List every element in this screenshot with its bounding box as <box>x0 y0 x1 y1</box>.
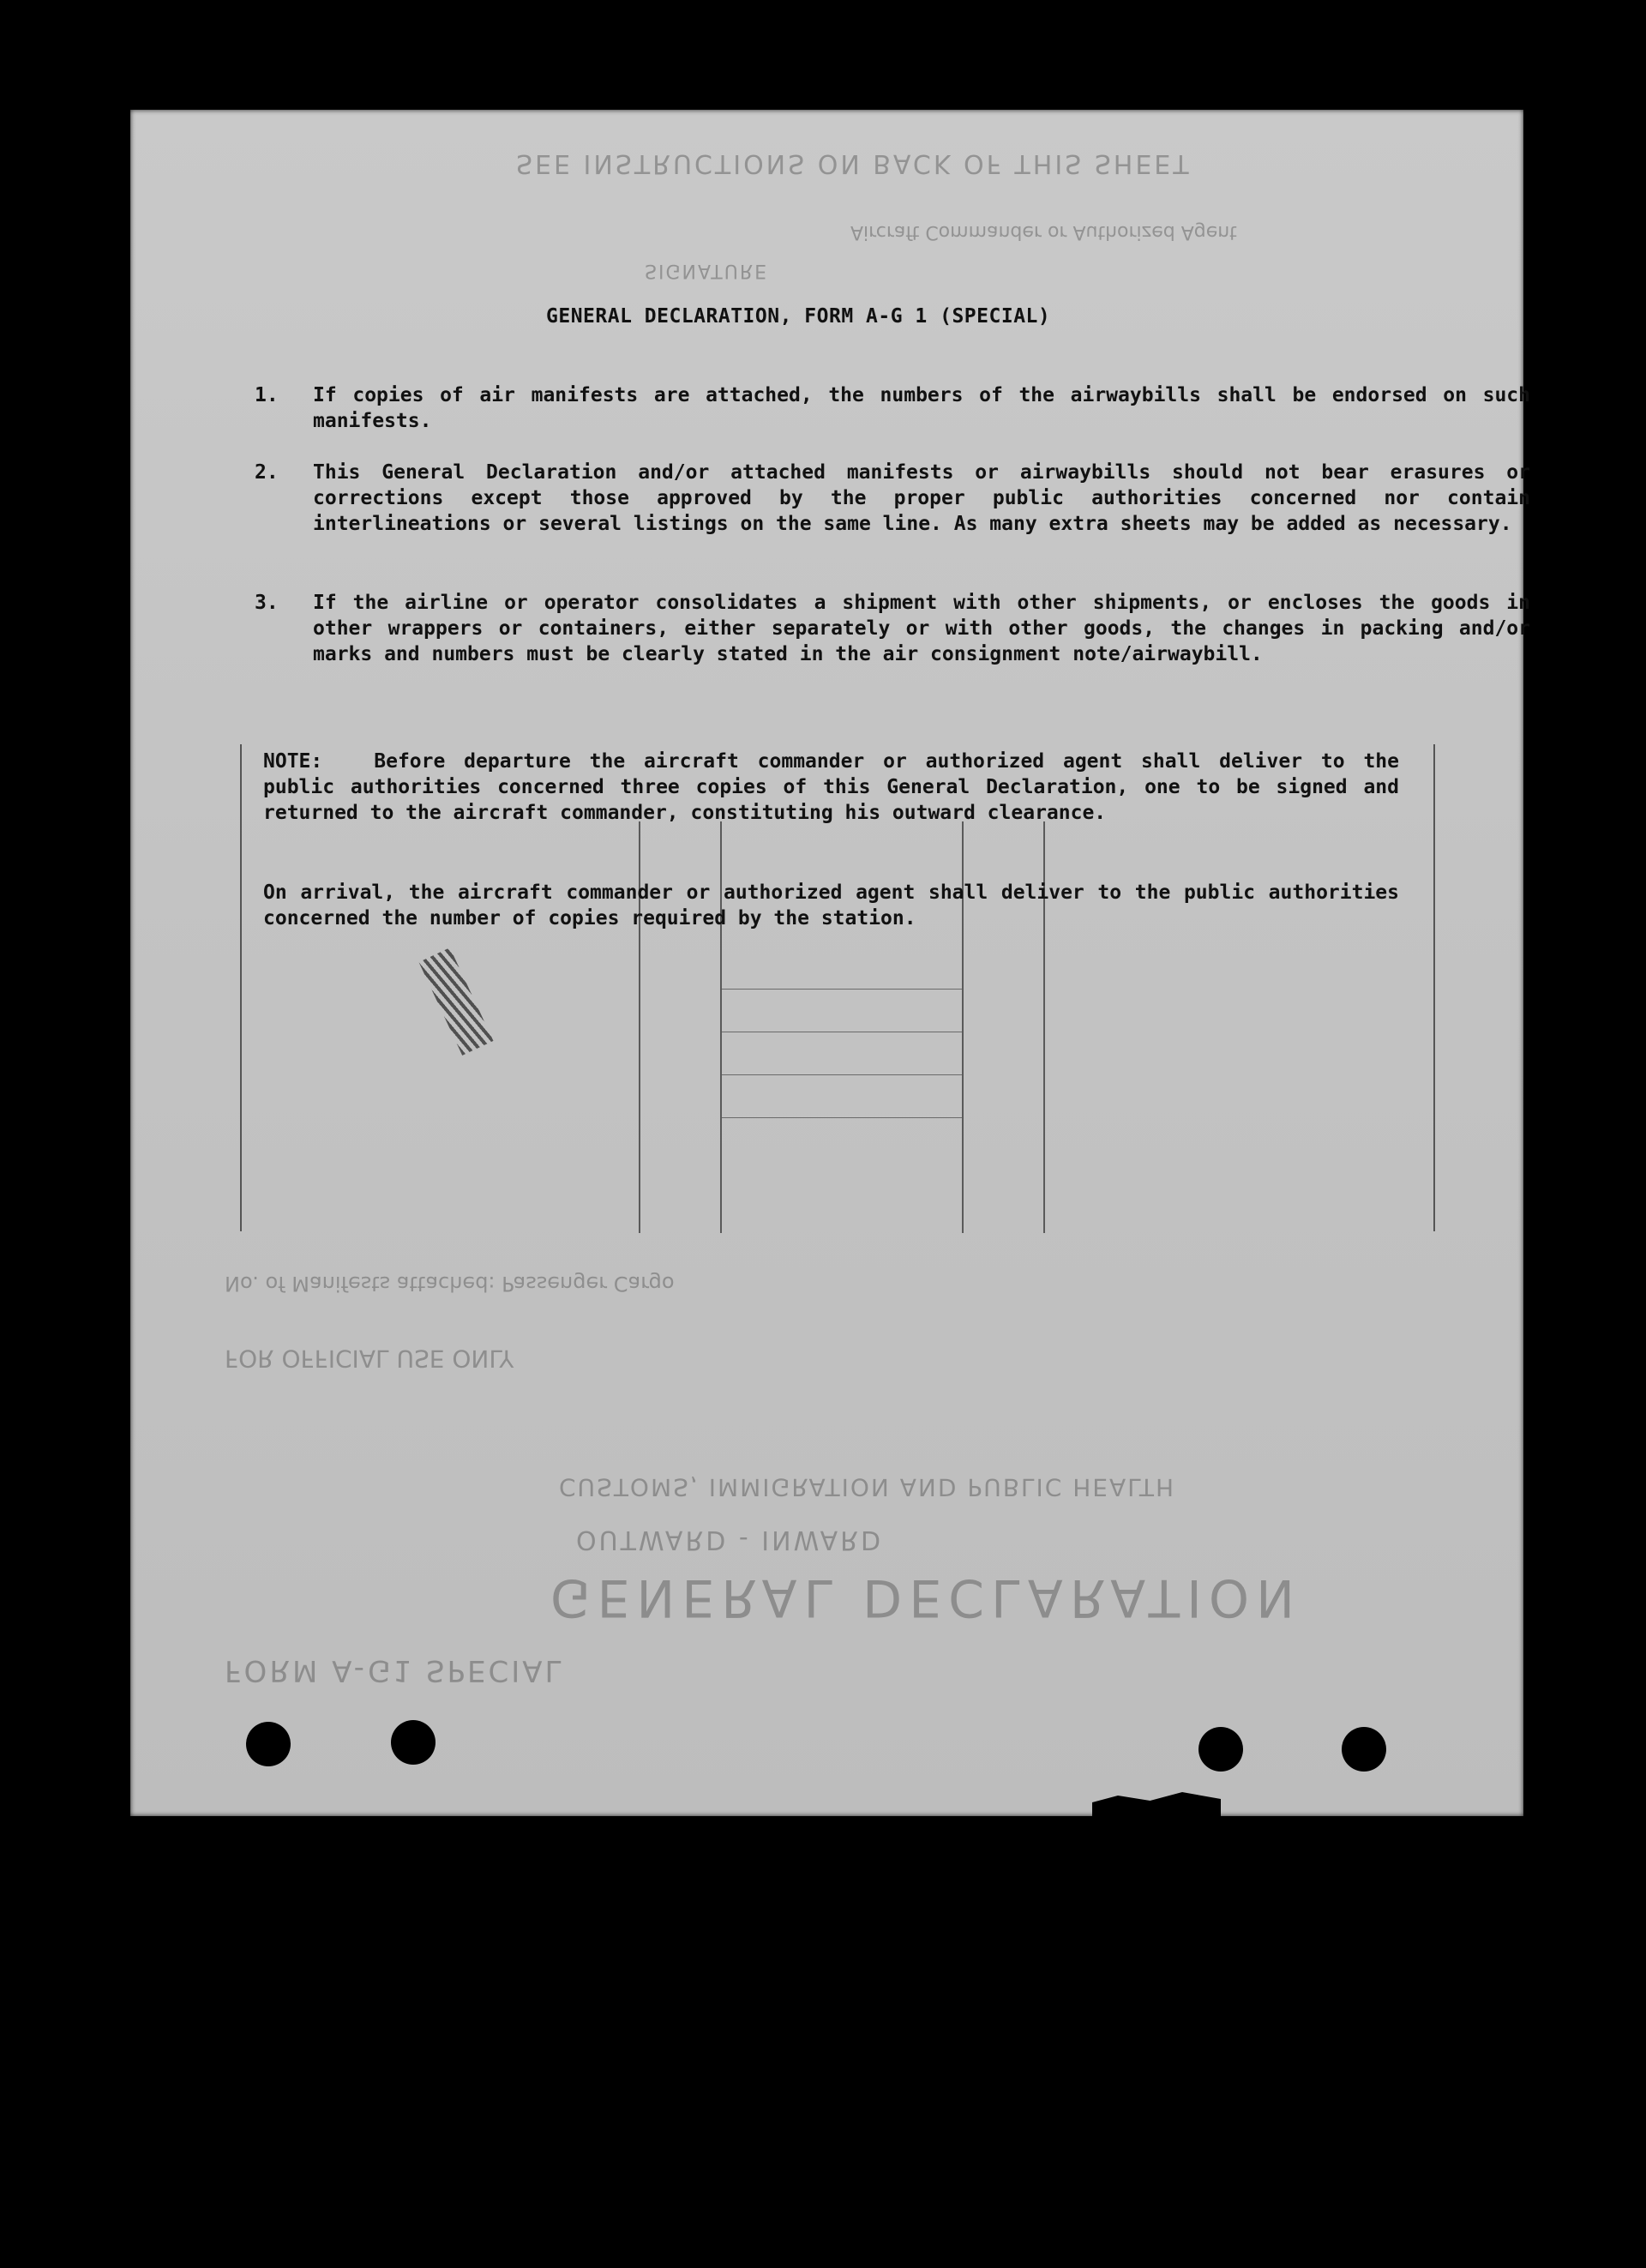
item-number: 1. <box>255 384 279 406</box>
punch-hole <box>246 1722 291 1766</box>
bleed-through-agent: Aircraft Commander or Authorized Agent <box>850 221 1237 243</box>
bleed-through-general-declaration: GENERAL DECLARATION <box>550 1567 1301 1627</box>
bleed-through-signature: SIGNATURE <box>645 260 769 281</box>
punch-hole <box>391 1720 436 1765</box>
document-title: GENERAL DECLARATION, FORM A-G 1 (SPECIAL) <box>546 305 1051 328</box>
bleed-through-heading: SEE INSTRUCTIONS ON BACK OF THIS SHEET <box>516 148 1192 178</box>
item-number: 3. <box>255 592 279 614</box>
bleed-through-form-number: FORM A-G1 SPECIAL <box>225 1653 564 1687</box>
note-paragraph <box>263 749 1399 826</box>
punch-hole <box>1198 1727 1243 1772</box>
punch-hole <box>1342 1727 1386 1772</box>
note-label: NOTE: <box>263 750 323 773</box>
paper-tear <box>1092 1789 1221 1823</box>
table-rule <box>722 1074 962 1075</box>
bleed-through-official-use: FOR OFFICIAL USE ONLY <box>225 1345 514 1373</box>
bleed-through-outward-inward: OUTWARD - INWARD <box>576 1525 884 1555</box>
table-rule <box>722 1117 962 1118</box>
item-number: 2. <box>255 461 279 484</box>
document-sheet <box>130 110 1530 1816</box>
table-rule <box>722 989 962 990</box>
bleed-through-customs: CUSTOMS, IMMIGRATION AND PUBLIC HEALTH <box>559 1473 1176 1501</box>
note-text: Before departure the aircraft commander or authorized agent shall deliver to the public authorities concerned three copies of this General Declaration, one to be signed and returned to the aircraft commander, constituting his outward clearance. <box>263 750 1399 824</box>
item-text: If the airline or operator consolidates a shipment with other shipments, or encloses the goods in other wrappers or containers, either separately or with other goods, the changes in packing and/or marks and numbers must be clearly stated in the air consignment note/airwaybill. <box>313 592 1530 665</box>
bleed-through-manifests: No. of Manifests attached: Passenger Cargo <box>225 1272 675 1296</box>
arrival-paragraph: On arrival, the aircraft commander or authorized agent shall deliver to the public authorities concerned the number of copies required by the station. <box>263 881 1399 929</box>
item-text: If copies of air manifests are attached, the numbers of the airwaybills shall be endorsed on such manifests. <box>313 384 1530 432</box>
item-text: This General Declaration and/or attached manifests or airwaybills should not bear erasures or corrections except those approved by the proper public authorities concerned nor contain interlineations or several listings on the same line. As many extra sheets may be added as necessary. <box>313 461 1530 535</box>
